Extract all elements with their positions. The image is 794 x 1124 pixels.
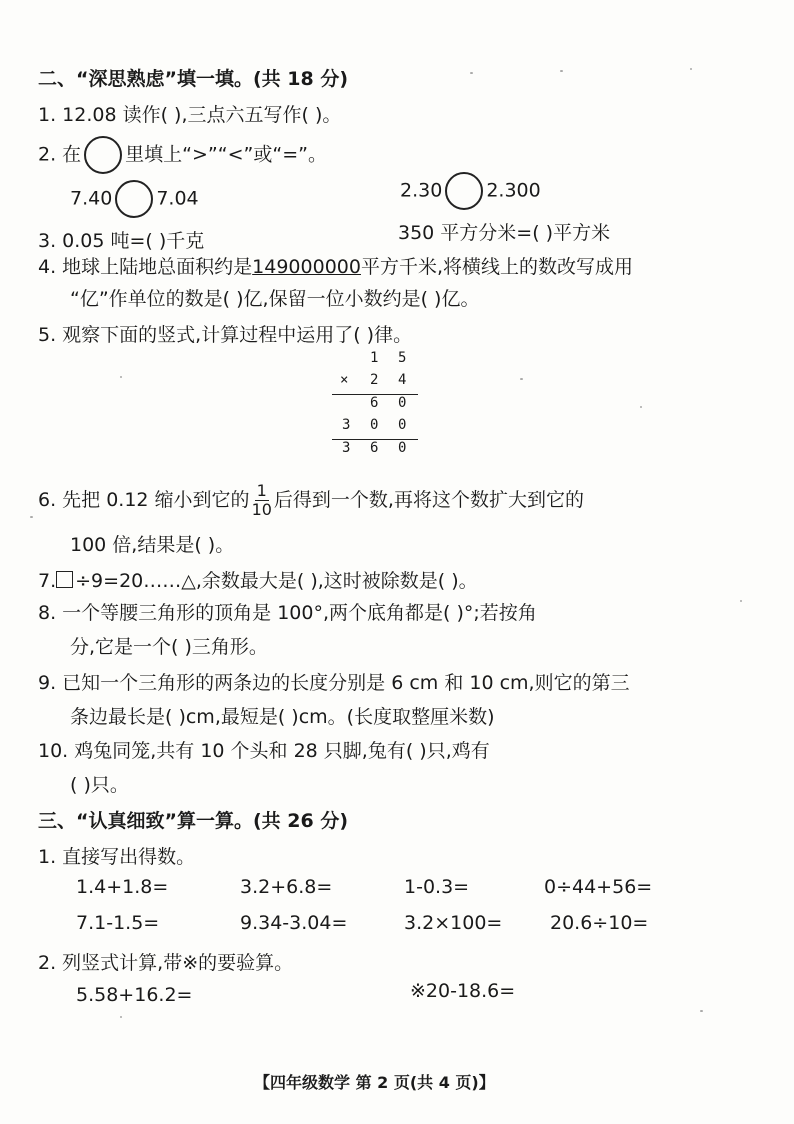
question-6-prefix: 6. 先把 0.12 缩小到它的: [38, 489, 250, 511]
scan-speck: [470, 72, 473, 74]
compare-circle-icon: [445, 172, 483, 210]
calc-row-4: [330, 417, 418, 439]
question-7: [38, 566, 478, 593]
direct-calc-item: 1.4+1.8=: [76, 876, 169, 898]
compare-b-right: 2.300: [486, 179, 541, 202]
fraction-denominator: 10: [251, 500, 272, 519]
question-7-text: ÷9=20……△,余数最大是( ),这时被除数是( )。: [75, 570, 478, 592]
calc-digit: 3: [342, 417, 351, 433]
question-2-prefix: 2. 在: [38, 143, 82, 166]
calc-row-1: [330, 350, 418, 372]
calc-digit: 4: [398, 372, 407, 388]
direct-calc-item: 20.6÷10=: [550, 912, 649, 934]
question-6: [38, 482, 584, 519]
question-10: 10. 鸡兔同笼,共有 10 个头和 28 只脚,兔有( )只,鸡有: [38, 740, 490, 762]
question-7-number: 7.: [38, 570, 57, 592]
vertical-calculation: [330, 350, 418, 462]
compare-b-left: 2.30: [400, 179, 443, 202]
vertical-calc-item-a: 5.58+16.2=: [76, 984, 193, 1006]
question-4-suffix: 平方千米,将横线上的数改写成用: [360, 256, 634, 278]
section-3-heading: 三、“认真细致”算一算。(共 26 分): [38, 810, 349, 832]
vertical-calc-item-b: ※20-18.6=: [410, 980, 516, 1002]
calc-digit: 2: [370, 372, 379, 388]
page-footer: 【四年级数学 第 2 页(共 4 页)】: [254, 1073, 495, 1092]
scan-speck: [690, 68, 692, 70]
section-2-heading: 二、“深思熟虑”填一填。(共 18 分): [38, 68, 349, 90]
scan-speck: [120, 1016, 122, 1018]
compare-a-right: 7.04: [156, 187, 199, 210]
question-9: 9. 已知一个三角形的两条边的长度分别是 6 cm 和 10 cm,则它的第三: [38, 672, 630, 694]
question-3b: 350 平方分米=( )平方米: [398, 222, 611, 244]
question-8: 8. 一个等腰三角形的顶角是 100°,两个底角都是( )°;若按角: [38, 602, 537, 624]
question-10-line-2: ( )只。: [70, 774, 129, 796]
question-6-line-2: 100 倍,结果是( )。: [70, 534, 235, 556]
scan-speck: [640, 406, 642, 408]
calc-digit: 6: [370, 395, 379, 411]
question-8-line-2: 分,它是一个( )三角形。: [70, 636, 268, 658]
direct-calc-item: 1-0.3=: [404, 876, 470, 898]
calc-digit: 6: [370, 440, 379, 456]
scan-speck: [560, 70, 563, 72]
direct-calc-item: 9.34-3.04=: [240, 912, 348, 934]
question-3a: 3. 0.05 吨=( )千克: [38, 230, 205, 252]
question-6-suffix: 后得到一个数,再将这个数扩大到它的: [273, 489, 584, 511]
compare-circle-icon: [84, 136, 122, 174]
fraction-numerator: 1: [256, 481, 267, 500]
compare-a: [70, 180, 199, 218]
direct-calc-item: 3.2+6.8=: [240, 876, 333, 898]
question-4: [38, 252, 633, 279]
question-4-number: 149000000: [252, 256, 361, 278]
calc-digit: 3: [342, 440, 351, 456]
calc-digit: 5: [398, 350, 407, 366]
question-5: 5. 观察下面的竖式,计算过程中运用了( )律。: [38, 324, 413, 346]
direct-calc-item: 3.2×100=: [404, 912, 503, 934]
section-3-question-2: 2. 列竖式计算,带※的要验算。: [38, 952, 294, 974]
question-2: [38, 136, 327, 174]
calc-digit: 1: [370, 350, 379, 366]
scan-speck: [700, 1010, 703, 1012]
question-9-line-2: 条边最长是( )cm,最短是( )cm。(长度取整厘米数): [70, 706, 495, 728]
compare-circle-icon: [115, 180, 153, 218]
calc-row-2: [330, 372, 418, 394]
multiply-sign: ×: [340, 372, 349, 388]
calc-digit: 0: [398, 417, 407, 433]
fraction-one-tenth: [252, 482, 272, 519]
question-2-suffix: 里填上“>”“<”或“=”。: [125, 143, 327, 166]
section-3-question-1: 1. 直接写出得数。: [38, 846, 196, 868]
question-4-prefix: 4. 地球上陆地总面积约是: [38, 256, 253, 278]
direct-calc-item: 0÷44+56=: [544, 876, 653, 898]
question-1: 1. 12.08 读作( ),三点六五写作( )。: [38, 104, 342, 126]
calc-row-5: [330, 440, 418, 462]
calc-digit: 0: [398, 440, 407, 456]
calc-row-3: [330, 395, 418, 417]
scan-speck: [30, 516, 33, 518]
scan-speck: [520, 378, 523, 380]
compare-b: [400, 172, 541, 210]
compare-a-left: 7.40: [70, 187, 113, 210]
direct-calc-item: 7.1-1.5=: [76, 912, 160, 934]
blank-box-icon: [56, 571, 73, 588]
scan-speck: [740, 600, 742, 602]
scan-speck: [120, 376, 122, 378]
question-4-line-2: “亿”作单位的数是( )亿,保留一位小数约是( )亿。: [70, 288, 480, 310]
calc-digit: 0: [370, 417, 379, 433]
calc-digit: 0: [398, 395, 407, 411]
